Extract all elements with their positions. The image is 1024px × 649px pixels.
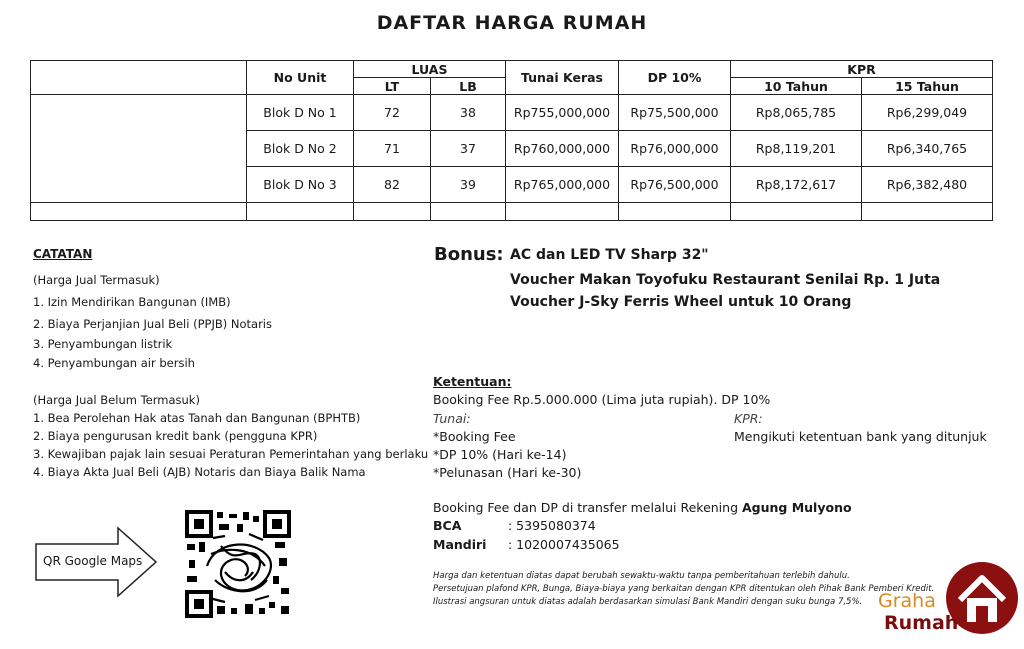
header-lt: LT <box>354 78 431 95</box>
header-no-unit: No Unit <box>247 61 354 95</box>
disclaimer-line: Harga dan ketentuan diatas dapat berubah sewaktu-waktu tanpa pemberitahuan terlebih dahulu. <box>433 571 850 581</box>
excluded-heading: (Harga Jual Belum Termasuk) <box>33 393 200 407</box>
bonus-item: AC dan LED TV Sharp 32" <box>510 247 709 263</box>
cell-kpr10: Rp8,172,617 <box>731 167 862 203</box>
bank-name: BCA <box>433 518 462 533</box>
cell-kpr10: Rp8,119,201 <box>731 131 862 167</box>
header-lb: LB <box>431 78 506 95</box>
transfer-name: Agung Mulyono <box>742 500 852 515</box>
tunai-item: *DP 10% (Hari ke-14) <box>433 447 567 462</box>
qr-label: QR Google Maps <box>43 554 143 568</box>
cell-lb: 38 <box>431 95 506 131</box>
cell-dp: Rp75,500,000 <box>619 95 731 131</box>
page-title: DAFTAR HARGA RUMAH <box>376 12 648 34</box>
header-blank <box>31 61 247 95</box>
disclaimer-line: Persetujuan plafond KPR, Bunga, Biaya-biaya yang berkaitan dengan KPR ditentukan oleh Pihak Bank Pemberi Kredit. <box>433 584 935 594</box>
ketentuan-heading: Ketentuan: <box>433 374 512 389</box>
cell-kpr15: Rp6,340,765 <box>862 131 993 167</box>
catatan-heading: CATATAN <box>33 247 93 261</box>
image-cell <box>31 95 247 203</box>
price-table <box>30 60 993 221</box>
cell-lb: 37 <box>431 131 506 167</box>
qr-code-icon[interactable] <box>185 510 291 618</box>
cell-unit: Blok D No 1 <box>247 95 354 131</box>
bank-number: : 1020007435065 <box>508 537 620 552</box>
header-tunai: Tunai Keras <box>506 61 619 95</box>
cell-dp: Rp76,000,000 <box>619 131 731 167</box>
cell-tunai: Rp760,000,000 <box>506 131 619 167</box>
cell-lb: 39 <box>431 167 506 203</box>
header-kpr-15: 15 Tahun <box>862 78 993 95</box>
excluded-item: 1. Bea Perolehan Hak atas Tanah dan Bangunan (BPHTB) <box>33 411 361 425</box>
cell-lt: 82 <box>354 167 431 203</box>
kpr-text: Mengikuti ketentuan bank yang ditunjuk <box>734 429 987 444</box>
excluded-item: 2. Biaya pengurusan kredit bank (pengguna KPR) <box>33 429 318 443</box>
included-item: 2. Biaya Perjanjian Jual Beli (PPJB) Notaris <box>33 317 272 331</box>
cell-lt: 71 <box>354 131 431 167</box>
disclaimer-line: Ilustrasi angsuran untuk diatas adalah berdasarkan simulasi Bank Mandiri dengan suku bunga 7,5%. <box>433 597 863 607</box>
excluded-item: 4. Biaya Akta Jual Beli (AJB) Notaris dan Biaya Balik Nama <box>33 465 366 479</box>
cell-unit: Blok D No 3 <box>247 167 354 203</box>
booking-fee-text: Booking Fee Rp.5.000.000 (Lima juta rupiah). DP 10% <box>433 392 771 407</box>
bonus-item: Voucher J-Sky Ferris Wheel untuk 10 Orang <box>510 294 852 310</box>
included-item: 1. Izin Mendirikan Bangunan (IMB) <box>33 295 231 309</box>
cell-lt: 72 <box>354 95 431 131</box>
excluded-item: 3. Kewajiban pajak lain sesuai Peraturan Pemerintahan yang berlaku <box>33 447 429 461</box>
bank-number: : 5395080374 <box>508 518 596 533</box>
included-item: 4. Penyambungan air bersih <box>33 356 195 370</box>
header-dp: DP 10% <box>619 61 731 95</box>
disclaimer <box>433 570 934 609</box>
tunai-label: Tunai: <box>433 411 471 426</box>
cell-tunai: Rp765,000,000 <box>506 167 619 203</box>
cell-kpr10: Rp8,065,785 <box>731 95 862 131</box>
tunai-item: *Pelunasan (Hari ke-30) <box>433 465 582 480</box>
included-heading: (Harga Jual Termasuk) <box>33 273 160 287</box>
logo-text-graha: Graha <box>878 590 936 612</box>
bank-name: Mandiri <box>433 537 487 552</box>
cell-tunai: Rp755,000,000 <box>506 95 619 131</box>
header-luas: LUAS <box>354 61 506 78</box>
tunai-item: *Booking Fee <box>433 429 516 444</box>
transfer-text <box>433 500 852 515</box>
included-item: 3. Penyambungan listrik <box>33 337 173 351</box>
bonus-item: Voucher Makan Toyofuku Restaurant Senilai Rp. 1 Juta <box>510 272 941 288</box>
logo-text-rumah: Rumah <box>884 612 959 634</box>
cell-dp: Rp76,500,000 <box>619 167 731 203</box>
cell-kpr15: Rp6,382,480 <box>862 167 993 203</box>
transfer-prefix: Booking Fee dan DP di transfer melalui Rekening <box>433 500 739 515</box>
cell-unit: Blok D No 2 <box>247 131 354 167</box>
header-kpr-10: 10 Tahun <box>731 78 862 95</box>
cell-kpr15: Rp6,299,049 <box>862 95 993 131</box>
kpr-label: KPR: <box>734 411 763 426</box>
bonus-label: Bonus: <box>434 244 504 265</box>
table-row <box>31 95 993 131</box>
table-row-empty <box>31 203 993 221</box>
header-kpr: KPR <box>731 61 993 78</box>
